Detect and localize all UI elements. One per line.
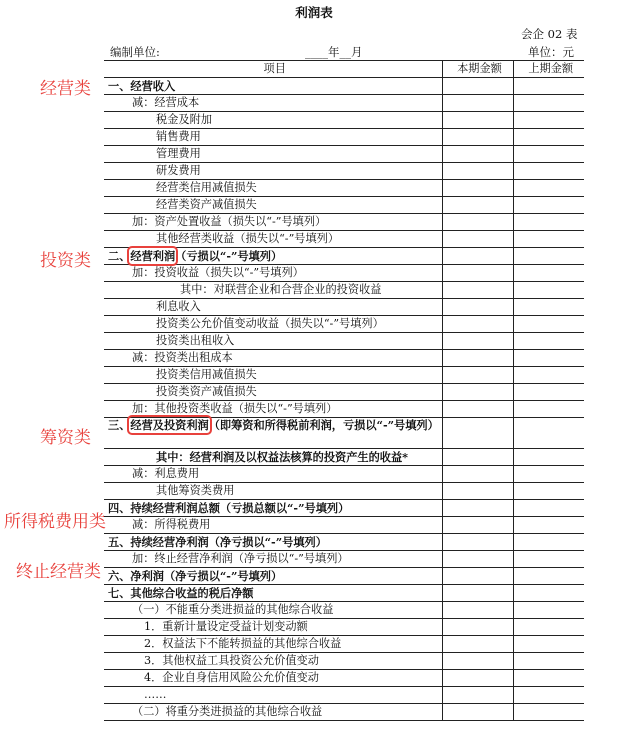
- current-amount-cell[interactable]: [442, 636, 513, 653]
- current-amount-cell[interactable]: [442, 619, 513, 636]
- previous-amount-cell[interactable]: [513, 333, 584, 350]
- row-item-label: 其他经营类收益（损失以“-”号填列）: [104, 231, 442, 248]
- table-row: [104, 401, 584, 418]
- table-row: [104, 146, 584, 163]
- previous-amount-cell[interactable]: [513, 585, 584, 602]
- current-amount-cell[interactable]: [442, 384, 513, 401]
- row-item-label: 税金及附加: [104, 112, 442, 129]
- highlighted-term: 经营及投资利润: [130, 418, 209, 432]
- income-statement-table: [104, 60, 584, 721]
- row-item-label: 七、其他综合收益的税后净额: [104, 585, 442, 602]
- current-amount-cell[interactable]: [442, 333, 513, 350]
- table-row: [104, 653, 584, 670]
- current-amount-cell[interactable]: [442, 401, 513, 418]
- table-row: [104, 214, 584, 231]
- row-item-label: 其中：对联营企业和合营企业的投资收益: [104, 282, 442, 299]
- previous-amount-cell[interactable]: [513, 78, 584, 95]
- row-item-label: 1．重新计量设定受益计划变动额: [104, 619, 442, 636]
- current-amount-cell[interactable]: [442, 163, 513, 180]
- row-item-label: 其中：经营利润及以权益法核算的投资产生的收益*: [104, 449, 442, 466]
- table-row: [104, 282, 584, 299]
- previous-amount-cell[interactable]: [513, 282, 584, 299]
- previous-amount-cell[interactable]: [513, 636, 584, 653]
- previous-amount-cell[interactable]: [513, 316, 584, 333]
- row-item-label: 减：所得税费用: [104, 517, 442, 534]
- table-row: [104, 231, 584, 248]
- table-row: [104, 316, 584, 333]
- previous-amount-cell[interactable]: [513, 568, 584, 585]
- previous-amount-cell[interactable]: [513, 449, 584, 466]
- previous-amount-cell[interactable]: [513, 299, 584, 316]
- row-text-part: （亏损以“-”号填列）: [175, 249, 283, 263]
- previous-amount-cell[interactable]: [513, 534, 584, 551]
- row-item-label: （一）不能重分类进损益的其他综合收益: [104, 602, 442, 619]
- previous-amount-cell[interactable]: [513, 653, 584, 670]
- table-row: [104, 670, 584, 687]
- current-amount-cell[interactable]: [442, 197, 513, 214]
- current-amount-cell[interactable]: [442, 483, 513, 500]
- row-item-label: 投资类信用减值损失: [104, 367, 442, 384]
- row-text-part: （即筹资和所得税前利润，亏损以“-”号填列）: [208, 418, 439, 432]
- previous-amount-cell[interactable]: [513, 146, 584, 163]
- row-item-label: ……: [104, 687, 442, 704]
- side-label-operating: 经营类: [40, 79, 91, 99]
- current-amount-cell[interactable]: [442, 95, 513, 112]
- table-row: [104, 384, 584, 401]
- column-header-item: 项目: [104, 61, 442, 78]
- column-header-current: 本期金额: [442, 61, 513, 78]
- table-row: [104, 265, 584, 282]
- highlighted-term: 经营利润: [130, 249, 176, 263]
- current-amount-cell[interactable]: [442, 551, 513, 568]
- row-item-label: 其他筹资类费用: [104, 483, 442, 500]
- table-row: [104, 333, 584, 350]
- row-item-label: 五、持续经营净利润（净亏损以“-”号填列）: [104, 534, 442, 551]
- previous-amount-cell[interactable]: [513, 248, 584, 265]
- previous-amount-cell[interactable]: [513, 401, 584, 418]
- table-row: [104, 466, 584, 483]
- row-item-label: 投资类资产减值损失: [104, 384, 442, 401]
- row-item-label: 投资类出租收入: [104, 333, 442, 350]
- row-item-label: 4．企业自身信用风险公允价值变动: [104, 670, 442, 687]
- previous-amount-cell[interactable]: [513, 687, 584, 704]
- column-header-previous: 上期金额: [513, 61, 584, 78]
- current-amount-cell[interactable]: [442, 500, 513, 517]
- previous-amount-cell[interactable]: [513, 670, 584, 687]
- row-item-label: 销售费用: [104, 129, 442, 146]
- row-item-label: 经营类资产减值损失: [104, 197, 442, 214]
- current-amount-cell[interactable]: [442, 653, 513, 670]
- row-item-label: 管理费用: [104, 146, 442, 163]
- current-amount-cell[interactable]: [442, 316, 513, 333]
- previous-amount-cell[interactable]: [513, 231, 584, 248]
- row-item-label: 加：投资收益（损失以“-”号填列）: [104, 265, 442, 282]
- table-row: [104, 517, 584, 534]
- previous-amount-cell[interactable]: [513, 95, 584, 112]
- form-code: 会企 02 表: [521, 27, 578, 41]
- table-row: [104, 129, 584, 146]
- current-amount-cell[interactable]: [442, 568, 513, 585]
- side-label-financing: 筹资类: [40, 428, 91, 448]
- previous-amount-cell[interactable]: [513, 384, 584, 401]
- side-label-investing: 投资类: [40, 251, 91, 271]
- previous-amount-cell[interactable]: [513, 500, 584, 517]
- current-amount-cell[interactable]: [442, 214, 513, 231]
- current-amount-cell[interactable]: [442, 231, 513, 248]
- current-amount-cell[interactable]: [442, 299, 513, 316]
- table-row: [104, 636, 584, 653]
- table-row: [104, 350, 584, 367]
- table-row: [104, 95, 584, 112]
- current-amount-cell[interactable]: [442, 670, 513, 687]
- previous-amount-cell[interactable]: [513, 551, 584, 568]
- current-amount-cell[interactable]: [442, 534, 513, 551]
- current-amount-cell[interactable]: [442, 367, 513, 384]
- current-amount-cell[interactable]: [442, 449, 513, 466]
- current-amount-cell[interactable]: [442, 687, 513, 704]
- previous-amount-cell[interactable]: [513, 483, 584, 500]
- row-item-label: 3．其他权益工具投资公允价值变动: [104, 653, 442, 670]
- row-item-label: [104, 248, 442, 265]
- row-item-label: 加：资产处置收益（损失以“-”号填列）: [104, 214, 442, 231]
- current-amount-cell[interactable]: [442, 146, 513, 163]
- row-text-part: 二、: [108, 249, 131, 263]
- current-amount-cell[interactable]: [442, 265, 513, 282]
- side-label-income-tax: 所得税费用类: [4, 512, 106, 532]
- statement-title: 利润表: [295, 5, 333, 20]
- table-row: [104, 568, 584, 585]
- row-item-label: 投资类公允价值变动收益（损失以“-”号填列）: [104, 316, 442, 333]
- current-amount-cell[interactable]: [442, 248, 513, 265]
- table-row: [104, 449, 584, 466]
- table-row: [104, 418, 584, 449]
- table-header-row: [104, 61, 584, 78]
- previous-amount-cell[interactable]: [513, 619, 584, 636]
- table-row: [104, 367, 584, 384]
- table-row: [104, 704, 584, 721]
- table-row: [104, 687, 584, 704]
- row-item-label: 利息收入: [104, 299, 442, 316]
- current-amount-cell[interactable]: [442, 129, 513, 146]
- row-item-label: 六、净利润（净亏损以“-”号填列）: [104, 568, 442, 585]
- table-row: [104, 299, 584, 316]
- previous-amount-cell[interactable]: [513, 602, 584, 619]
- previous-amount-cell[interactable]: [513, 367, 584, 384]
- row-item-label: 2．权益法下不能转损益的其他综合收益: [104, 636, 442, 653]
- previous-amount-cell[interactable]: [513, 704, 584, 721]
- previous-amount-cell[interactable]: [513, 163, 584, 180]
- table-row: [104, 500, 584, 517]
- current-amount-cell[interactable]: [442, 350, 513, 367]
- period-label: ____年__月: [305, 45, 363, 59]
- row-item-label: 一、经营收入: [104, 78, 442, 95]
- table-row: [104, 163, 584, 180]
- previous-amount-cell[interactable]: [513, 197, 584, 214]
- row-item-label: 加：终止经营净利润（净亏损以“-”号填列）: [104, 551, 442, 568]
- row-item-label: （二）将重分类进损益的其他综合收益: [104, 704, 442, 721]
- table-row: [104, 619, 584, 636]
- row-item-label: 四、持续经营利润总额（亏损总额以“-”号填列）: [104, 500, 442, 517]
- previous-amount-cell[interactable]: [513, 517, 584, 534]
- current-amount-cell[interactable]: [442, 585, 513, 602]
- row-item-label: [104, 418, 442, 449]
- current-amount-cell[interactable]: [442, 418, 513, 449]
- row-item-label: 经营类信用减值损失: [104, 180, 442, 197]
- table-row: [104, 197, 584, 214]
- side-label-discontinued: 终止经营类: [16, 562, 101, 582]
- current-amount-cell[interactable]: [442, 704, 513, 721]
- table-row: [104, 483, 584, 500]
- current-amount-cell[interactable]: [442, 282, 513, 299]
- current-amount-cell[interactable]: [442, 180, 513, 197]
- row-item-label: 减：投资类出租成本: [104, 350, 442, 367]
- previous-amount-cell[interactable]: [513, 265, 584, 282]
- unit-label: 单位：元: [528, 45, 574, 59]
- current-amount-cell[interactable]: [442, 112, 513, 129]
- previous-amount-cell[interactable]: [513, 180, 584, 197]
- previous-amount-cell[interactable]: [513, 214, 584, 231]
- current-amount-cell[interactable]: [442, 466, 513, 483]
- row-item-label: 减：经营成本: [104, 95, 442, 112]
- previous-amount-cell[interactable]: [513, 129, 584, 146]
- previous-amount-cell[interactable]: [513, 418, 584, 449]
- row-text-part: 三、: [108, 418, 131, 432]
- table-row: [104, 551, 584, 568]
- table-row: [104, 585, 584, 602]
- table-row: [104, 78, 584, 95]
- table-row: [104, 248, 584, 265]
- row-item-label: 研发费用: [104, 163, 442, 180]
- current-amount-cell[interactable]: [442, 517, 513, 534]
- table-row: [104, 112, 584, 129]
- current-amount-cell[interactable]: [442, 78, 513, 95]
- row-item-label: 减：利息费用: [104, 466, 442, 483]
- current-amount-cell[interactable]: [442, 602, 513, 619]
- previous-amount-cell[interactable]: [513, 350, 584, 367]
- previous-amount-cell[interactable]: [513, 466, 584, 483]
- preparer-label: 编制单位:: [110, 45, 160, 59]
- table-row: [104, 180, 584, 197]
- previous-amount-cell[interactable]: [513, 112, 584, 129]
- table-row: [104, 534, 584, 551]
- table-row: [104, 602, 584, 619]
- row-item-label: 加：其他投资类收益（损失以“-”号填列）: [104, 401, 442, 418]
